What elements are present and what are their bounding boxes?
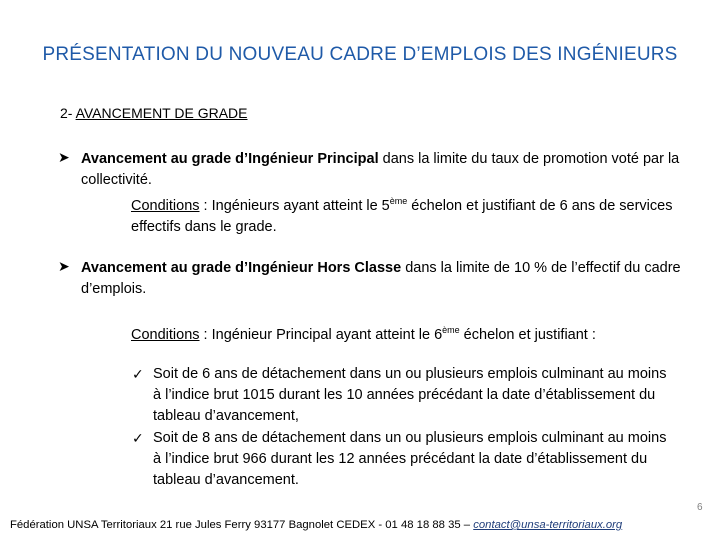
bullet-principal-title: Avancement au grade d’Ingénieur Principal	[81, 151, 379, 167]
bullet-hors-classe-text: dans la limite de 10 % de l’effectif du cadre d’emplois.	[81, 260, 681, 297]
bullet-hors-classe-title: Avancement au grade d’Ingénieur Hors Classe	[81, 260, 402, 276]
section-number: 2-	[60, 105, 73, 121]
check-item-text: Soit de 6 ans de détachement dans un ou plusieurs emplois culminant au moins à l’indice brut 1015 durant les 10 années précédant la date d’établissement du tableau d’avancement,	[153, 366, 667, 424]
conditions-hors-classe	[131, 320, 701, 346]
conditions-text-b: échelon et justifiant de 6 ans de services effectifs dans le grade.	[131, 198, 673, 235]
conditions-text-a: : Ingénieurs ayant atteint le 5	[199, 198, 390, 214]
bullet-principal	[81, 149, 681, 191]
conditions-sup: ème	[389, 196, 408, 206]
conditions-sup: ème	[442, 325, 460, 335]
conditions-text-b: échelon et justifiant :	[459, 327, 596, 343]
section-heading-text: AVANCEMENT DE GRADE	[75, 105, 248, 121]
conditions-text-a: : Ingénieur Principal ayant atteint le 6	[199, 327, 443, 343]
page-number: 6	[697, 502, 703, 513]
checkmark-icon: ✓	[132, 430, 144, 446]
arrow-bullet-icon: ➤	[58, 149, 70, 165]
footer-email-link[interactable]: contact@unsa-territoriaux.org	[473, 519, 623, 531]
footer	[10, 519, 622, 531]
conditions-label: Conditions	[131, 198, 200, 214]
conditions-label: Conditions	[131, 327, 200, 343]
slide-title: PRÉSENTATION DU NOUVEAU CADRE D’EMPLOIS DES INGÉNIEURS	[42, 44, 678, 65]
bullet-principal-text: dans la limite du taux de promotion voté par la collectivité.	[81, 151, 680, 188]
checkmark-icon: ✓	[132, 366, 144, 382]
arrow-bullet-icon: ➤	[58, 258, 70, 274]
bullet-hors-classe	[81, 258, 681, 300]
section-heading	[60, 105, 248, 121]
conditions-principal	[131, 191, 691, 238]
footer-address: Fédération UNSA Territoriaux 21 rue Jules Ferry 93177 Bagnolet CEDEX - 01 48 18 88 35 –	[10, 519, 474, 531]
check-item-text: Soit de 8 ans de détachement dans un ou plusieurs emplois culminant au moins à l’indice brut 966 durant les 12 années précédant la date d’établissement du tableau d’avancement.	[153, 430, 667, 488]
